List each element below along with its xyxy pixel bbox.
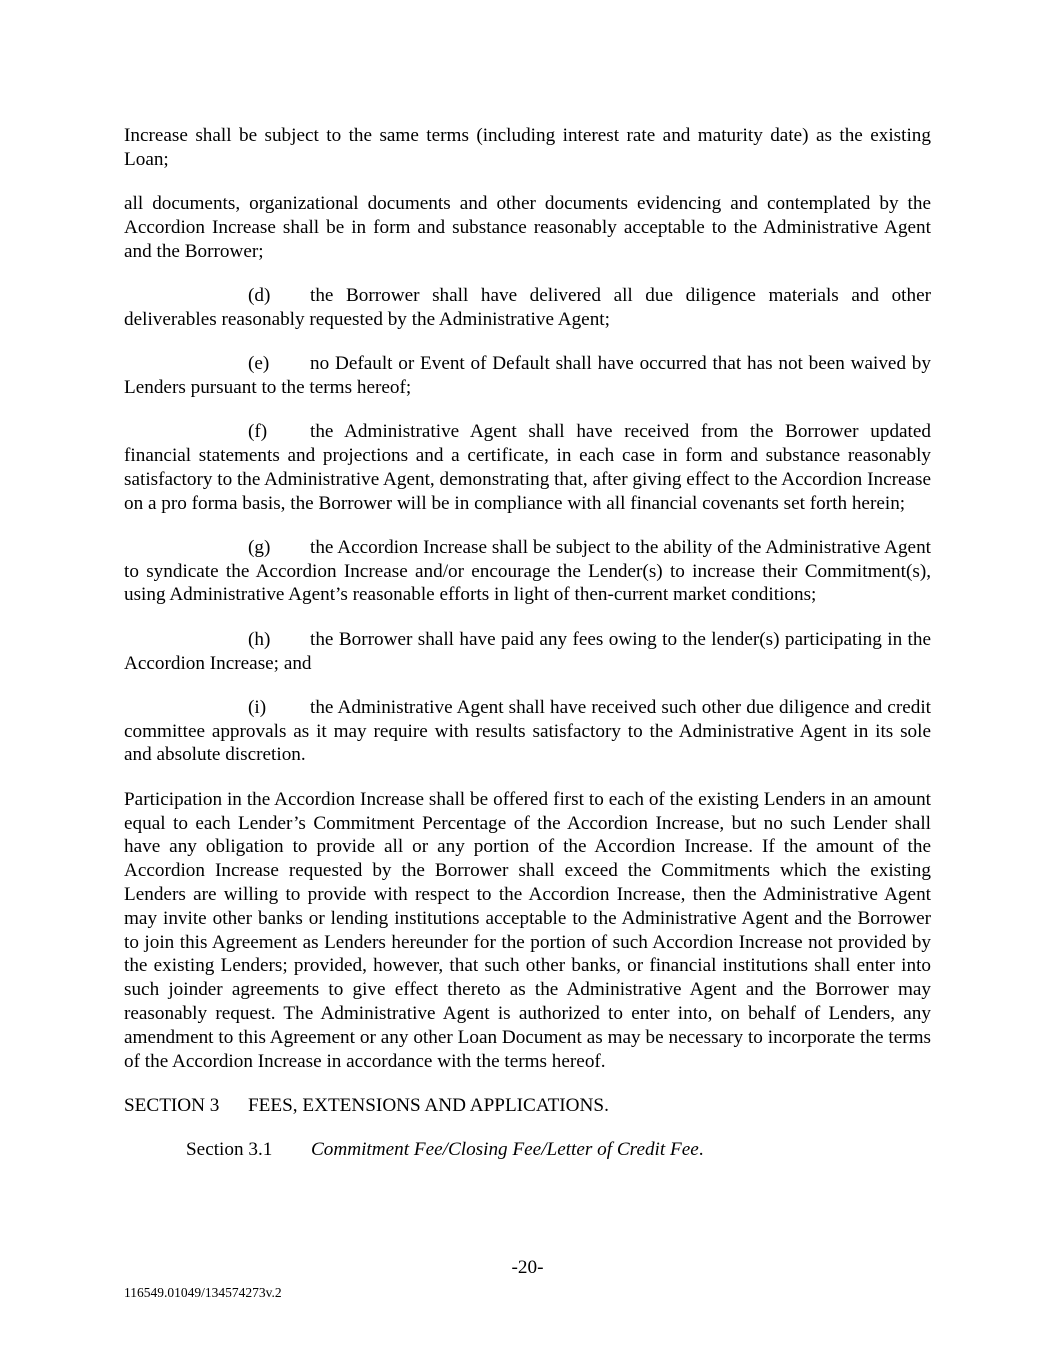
clause-tag: (f) bbox=[248, 421, 268, 443]
subsection-heading bbox=[124, 1138, 931, 1162]
clause-e bbox=[124, 352, 931, 400]
document-body bbox=[124, 124, 931, 1162]
clause-text: no Default or Event of Default shall have occurred that has not been waived by Lenders pursuant to the terms hereof; bbox=[124, 353, 931, 398]
clause-tag: (d) bbox=[248, 284, 271, 306]
clause-f bbox=[124, 420, 931, 515]
page-number: -20- bbox=[511, 1257, 544, 1278]
subsection-title: Commitment Fee/Closing Fee/Letter of Credit Fee bbox=[311, 1139, 699, 1161]
clause-g bbox=[124, 536, 931, 607]
clause-text: the Accordion Increase shall be subject to the ability of the Administrative Agent to syndicate the Accordion Increase and/or encourage the Lender(s) to increase their Commitment(s), using Administrative Agent’s reasonable efforts in light of then-current market conditions; bbox=[124, 536, 931, 606]
paragraph-documents: all documents, organizational documents and other documents evidencing and contemplated by the Accordion Increase shall be in form and substance reasonably acceptable to the Administrative Agent and the Borrower; bbox=[124, 193, 931, 262]
subsection-number: Section 3.1 bbox=[186, 1139, 273, 1161]
section-number: SECTION 3 bbox=[124, 1094, 220, 1116]
clause-tag: (g) bbox=[248, 536, 271, 558]
clause-text: the Administrative Agent shall have received from the Borrower updated financial statements and projections and a certificate, in each case in form and substance reasonably satisfactory to the Administrative Agent, demonstrating that, after giving effect to the Accordion Increase on a pro forma basis, the Borrower will be in compliance with all financial covenants set forth herein; bbox=[124, 421, 931, 514]
section-heading bbox=[124, 1094, 931, 1118]
clause-text: the Borrower shall have paid any fees owing to the lender(s) participating in the Accordion Increase; and bbox=[124, 628, 931, 674]
section-title: FEES, EXTENSIONS AND APPLICATIONS. bbox=[248, 1094, 609, 1116]
subsection-suffix: . bbox=[698, 1139, 704, 1161]
clause-d bbox=[124, 284, 931, 332]
clause-h bbox=[124, 628, 931, 676]
clause-tag: (h) bbox=[248, 628, 271, 650]
clause-tag: (i) bbox=[248, 696, 267, 718]
clause-text: the Borrower shall have delivered all due diligence materials and other deliverables reasonably requested by the Administrative Agent; bbox=[124, 284, 931, 330]
paragraph-participation: Participation in the Accordion Increase shall be offered first to each of the existing Lenders in an amount equal to each Lender’s Commitment Percentage of the Accordion Increase, but no such Lender shall have any obligation to provide all or any portion of the Accordion Increase. If the amount of the Accordion Increase requested by the Borrower shall exceed the Commitments which the existing Lenders are willing to provide with respect to the Accordion Increase, then the Administrative Agent may invite other banks or lending institutions acceptable to the Administrative Agent and the Borrower to join this Agreement as Lenders hereunder for the portion of such Accordion Increase not provided by the existing Lenders; provided, however, that such other banks, or financial institutions shall enter into such joinder agreements to give effect thereto as the Administrative Agent and the Borrower may reasonably request. The Administrative Agent is authorized to enter into, on behalf of Lenders, any amendment to this Agreement or any other Loan Document as may be necessary to incorporate the terms of the Accordion Increase in accordance with the terms hereof. bbox=[124, 788, 931, 1072]
clause-text: the Administrative Agent shall have received such other due diligence and credit committee approvals as it may require with results satisfactory to the Administrative Agent in its sole and absolute discretion. bbox=[124, 696, 931, 766]
clause-i bbox=[124, 696, 931, 767]
document-id: 116549.01049/134574273v.2 bbox=[124, 1285, 282, 1300]
paragraph-continuation: Increase shall be subject to the same terms (including interest rate and maturity date) as the existing Loan; bbox=[124, 125, 931, 170]
clause-tag: (e) bbox=[248, 353, 270, 375]
